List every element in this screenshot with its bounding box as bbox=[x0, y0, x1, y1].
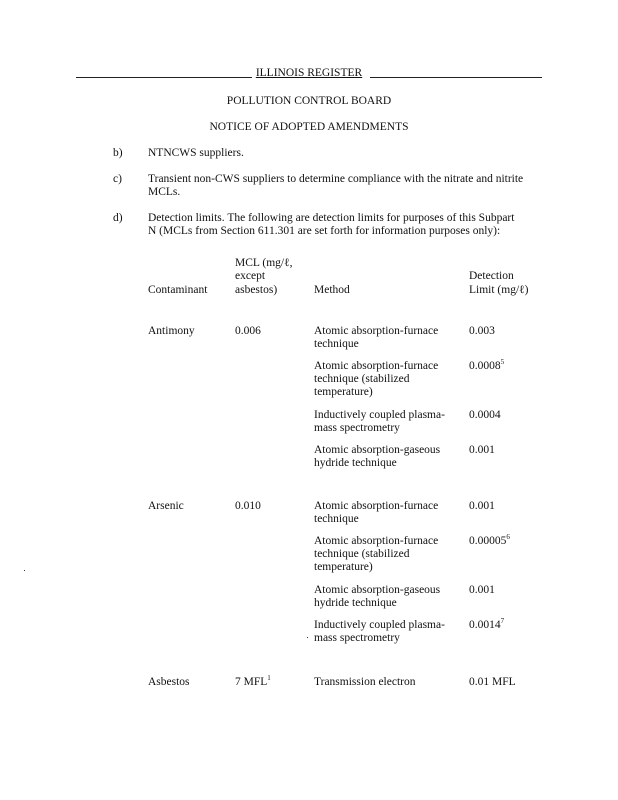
register-title: ILLINOIS REGISTER bbox=[255, 67, 363, 79]
col-header-mcl-1: MCL (mg/ℓ, bbox=[235, 257, 293, 269]
footnote-marker: 6 bbox=[506, 533, 510, 541]
contaminant-antimony: Antimony bbox=[148, 325, 195, 337]
method-asbestos: Transmission electron bbox=[314, 676, 416, 688]
scan-speck bbox=[24, 570, 25, 571]
detection-limit: 0.001 bbox=[469, 500, 495, 512]
detection-limit: 0.01 MFL bbox=[469, 676, 516, 688]
item-b-marker: b) bbox=[113, 147, 123, 159]
detection-limit: 0.003 bbox=[469, 325, 495, 337]
item-d-marker: d) bbox=[113, 212, 123, 224]
table-row: Atomic absorption-furnace technique bbox=[314, 325, 439, 350]
table-row: Atomic absorption-furnace technique (stabilized temperature) bbox=[314, 535, 439, 573]
detection-limit: 0.001 bbox=[469, 444, 495, 456]
footnote-marker: 1 bbox=[267, 674, 271, 682]
item-c-marker: c) bbox=[113, 173, 122, 185]
mcl-asbestos: 7 MFL$^1$ bbox=[235, 674, 271, 688]
table-row: Inductively coupled plasma- mass spectrometry bbox=[314, 409, 445, 434]
col-header-mcl-2: except bbox=[235, 270, 266, 282]
table-row: Atomic absorption-gaseous hydride technique bbox=[314, 584, 441, 609]
header-rule-right bbox=[370, 77, 542, 78]
detection-limit: 0.00005$^6$ bbox=[469, 533, 510, 547]
col-header-detection-1: Detection bbox=[469, 270, 514, 282]
board-title: POLLUTION CONTROL BOARD bbox=[226, 95, 392, 107]
mcl-arsenic: 0.010 bbox=[235, 500, 261, 512]
scan-speck bbox=[307, 637, 308, 638]
mcl-antimony: 0.006 bbox=[235, 325, 261, 337]
detection-limit: 0.001 bbox=[469, 584, 495, 596]
notice-title: NOTICE OF ADOPTED AMENDMENTS bbox=[209, 121, 409, 133]
item-b-text: NTNCWS suppliers. bbox=[148, 147, 244, 159]
contaminant-asbestos: Asbestos bbox=[148, 676, 190, 688]
detection-limit: 0.0014$^7$ bbox=[469, 617, 505, 631]
table-row: Atomic absorption-gaseous hydride technique bbox=[314, 444, 441, 469]
table-row: Atomic absorption-furnace technique bbox=[314, 500, 439, 525]
detection-limit: 0.0008$^5$ bbox=[469, 358, 505, 372]
table-row: Inductively coupled plasma- mass spectrometry bbox=[314, 619, 445, 644]
item-d-line1: Detection limits. The following are detection limits for purposes of this Subpart bbox=[148, 212, 515, 224]
footnote-marker: 7 bbox=[500, 617, 505, 625]
table-row: Atomic absorption-furnace technique (stabilized temperature) bbox=[314, 360, 439, 398]
col-header-mcl-3: asbestos) bbox=[235, 284, 278, 296]
item-d-line2: N (MCLs from Section 611.301 are set forth for information purposes only): bbox=[148, 225, 501, 237]
footnote-marker: 5 bbox=[500, 358, 505, 366]
detection-limit: 0.0004 bbox=[469, 409, 501, 421]
col-header-contaminant: Contaminant bbox=[148, 284, 208, 296]
item-c-line2: MCLs. bbox=[148, 186, 181, 198]
col-header-detection-2: Limit (mg/ℓ) bbox=[469, 284, 529, 296]
col-header-method: Method bbox=[314, 284, 350, 296]
contaminant-arsenic: Arsenic bbox=[148, 500, 184, 512]
item-c-line1: Transient non-CWS suppliers to determine compliance with the nitrate and nitrite bbox=[148, 173, 524, 185]
